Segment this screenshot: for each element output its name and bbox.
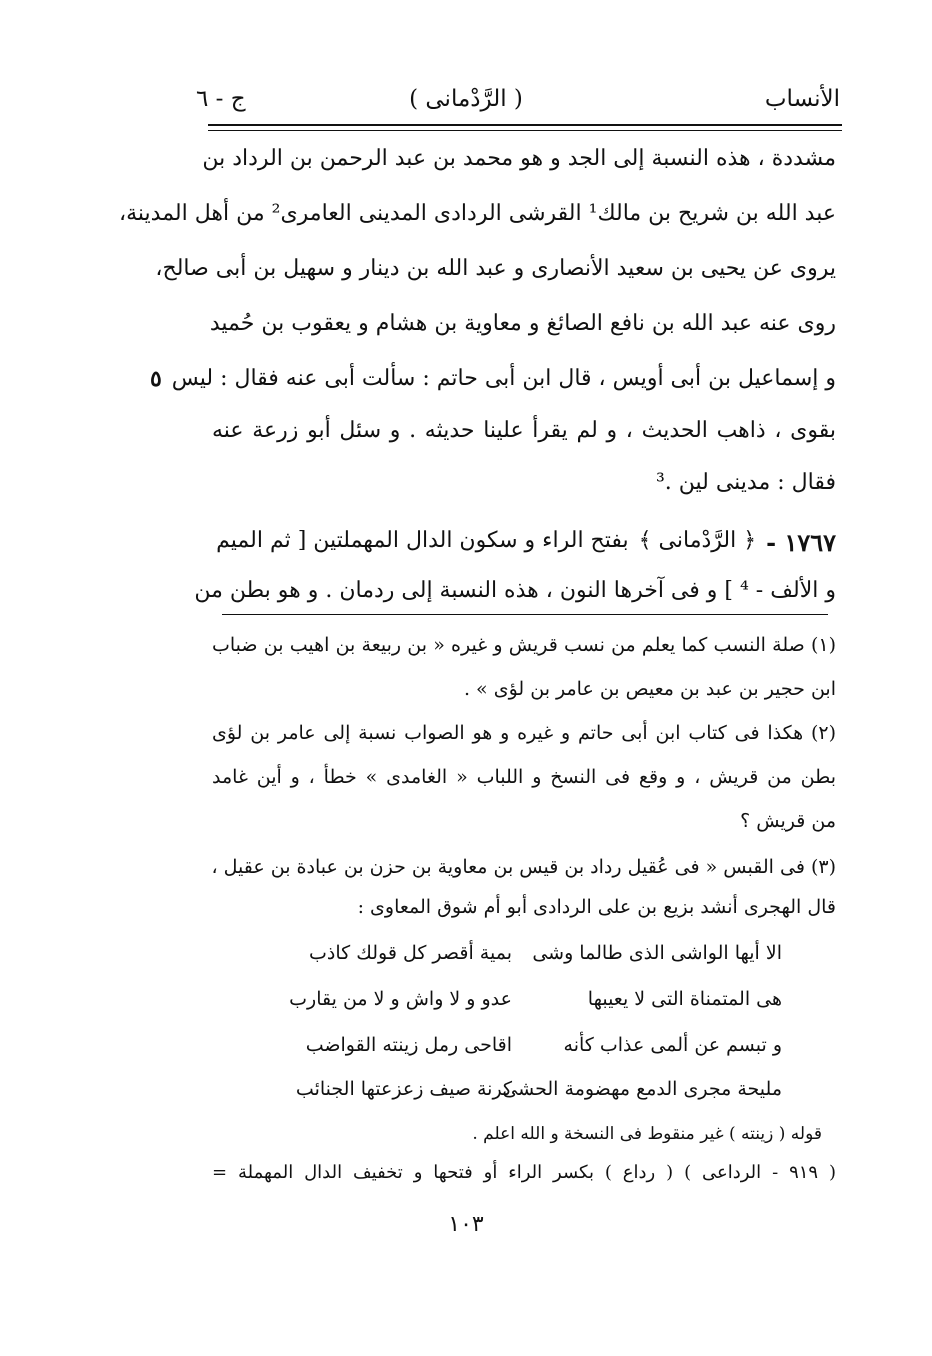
header-rule-bottom [208, 130, 842, 131]
body-line: بقوى ، ذاهب الحديث ، و لم يقرأ علينا حديثه . و سئل أبو زرعة عنه [212, 418, 836, 443]
footnote-line: بطن من قريش ، و وقع فى النسخ و اللباب « الغامدى » خطأ ، و أين غامد [212, 766, 836, 788]
footnote-line: (١) صلة النسب كما يعلم من نسب قريش و غيره « بن ربيعة بن اهيب بن ضباب [212, 634, 836, 656]
verse-second-hemistich: بمية أقصر كل قولك كاذب [309, 942, 512, 964]
book-title: الأنساب [764, 86, 840, 112]
entry-line-2: و الألف - ⁴ ] و فى آخرها النون ، هذه النسبة إلى ردمان . و هو بطن من [194, 578, 836, 603]
page-number: ١٠٣ [448, 1212, 484, 1237]
footnote-line: قال الهجرى أنشد بزيع بن على الردادى أبو أم شوق المعاوى : [357, 896, 836, 918]
body-line: و إسماعيل بن أبى أويس ، قال ابن أبى حاتم : سألت أبى عنه فقال : ليس [171, 366, 836, 391]
verse-first-hemistich: الا أيها الواشى الذى طالما وشى [532, 942, 782, 964]
entry-text: بفتح الراء و سكون الدال المهملتين [ ثم الميم [216, 528, 629, 553]
entry-line [212, 528, 836, 557]
footnote-line: (٢) هكذا فى كتاب ابن أبى حاتم و غيره و هو الصواب نسبة إلى عامر بن لؤى [212, 722, 836, 744]
entry-name: ﴿ الرَّدْمانى ﴾ [638, 528, 757, 553]
verse-first-hemistich: و تبسم عن ألمى عذاب كأنه [563, 1034, 782, 1056]
footnote-rule [222, 614, 828, 615]
body-line: روى عنه عبد الله بن نافع الصائغ و معاوية بن هشام و يعقوب بن حُميد [209, 311, 836, 336]
footnote-line: (٣) فى القبس « فى عُقيل رداد بن قيس بن معاوية بن حزن بن عبادة بن عقيل ، [211, 856, 836, 878]
margin-line-number: ٥ [150, 366, 162, 392]
body-line: يروى عن يحيى بن سعيد الأنصارى و عبد الله بن دينار و سهيل بن أبى صالح، [155, 256, 836, 281]
body-line: فقال : مدينى لين .³ [655, 470, 836, 495]
entry-number: ١٧٦٧ - [766, 528, 836, 557]
body-line: مشددة ، هذه النسبة إلى الجد و هو محمد بن عبد الرحمن بن الرداد بن [202, 146, 836, 171]
footnote-line: ابن حجير بن عبد بن معيص بن عامر بن لؤى » . [463, 678, 836, 700]
verse-second-hemistich: كرنة صيف زعزعتها الجنائب [295, 1078, 512, 1100]
verse-note: قوله ( زينته ) غير منقوط فى النسخة و الله اعلم . [472, 1124, 822, 1144]
verse-first-hemistich: مليحة مجرى الدمع مهضومة الحشى [502, 1078, 782, 1100]
entry-title-header: ( الرَّدْمانى ) [409, 86, 523, 112]
verse-first-hemistich: هى المتمناة التى لا يعيبها [587, 988, 782, 1010]
volume-number: ج - ٦ [196, 86, 246, 112]
continuation-line: ( ٩١٩ - الرداعى ) ( رداع ) بكسر الراء أو فتحها و تخفيف الدال المهملة = [212, 1162, 837, 1183]
body-line: عبد الله بن شريح بن مالك¹ القرشى الردادى المدينى العامرى² من أهل المدينة، [119, 201, 836, 226]
verse-second-hemistich: عدو و لا واش و لا من يقارب [289, 988, 512, 1010]
header-rule-top [208, 124, 842, 126]
verse-second-hemistich: اقاحى رمل زينته القواضب [305, 1034, 512, 1056]
footnote-line: من قريش ؟ [740, 810, 836, 832]
